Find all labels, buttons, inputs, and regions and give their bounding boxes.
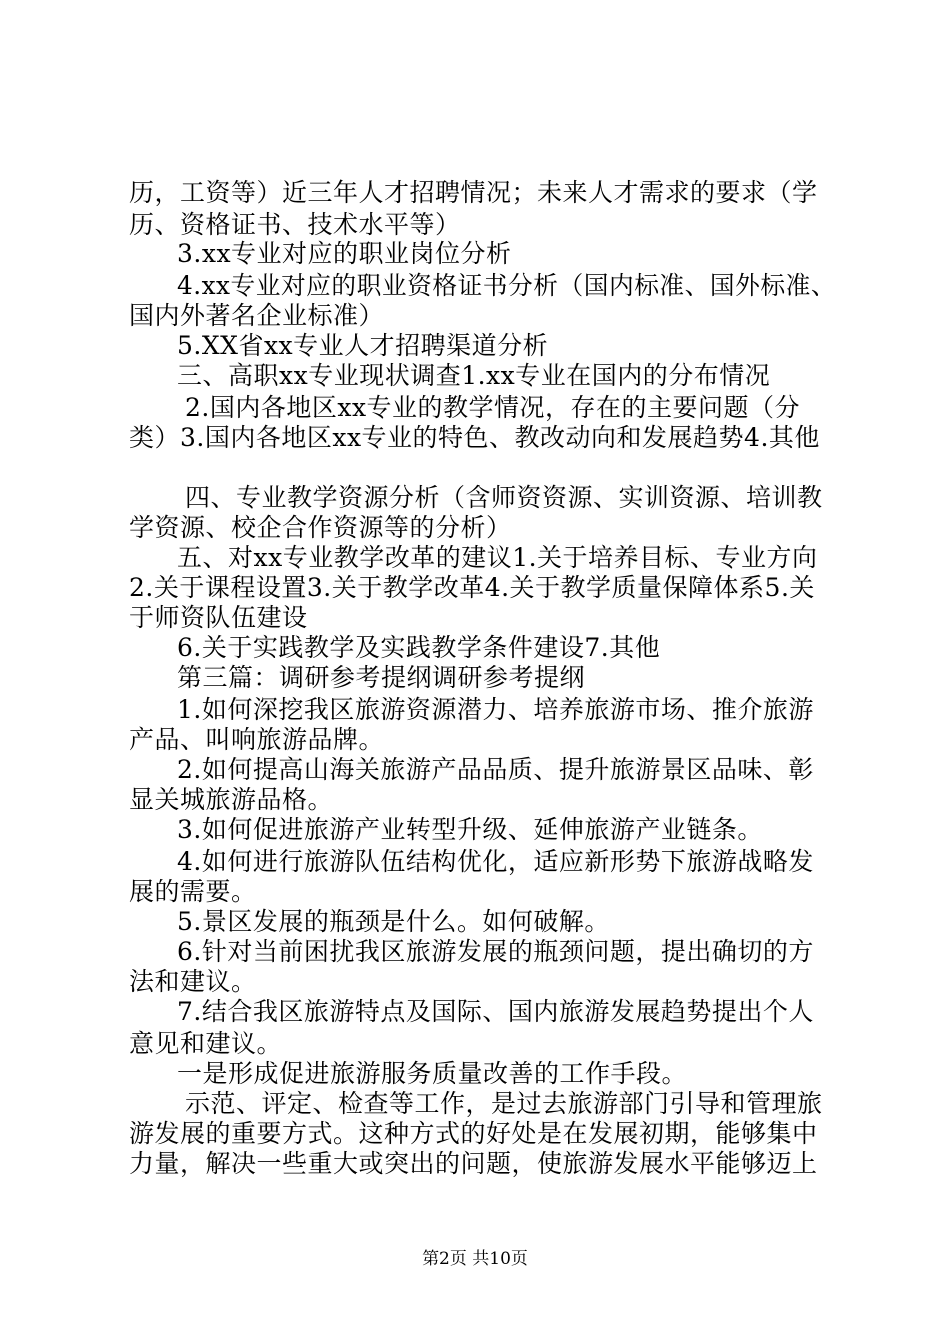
text-line: 产品、叫响旅游品牌。 — [129, 725, 385, 754]
text-line: 2.国内各地区xx专业的教学情况，存在的主要问题（分 — [185, 393, 801, 422]
text-line: 力量，解决一些重大或突出的问题，使旅游发展水平能够迈上 — [129, 1149, 818, 1178]
text-line: 5.景区发展的瓶颈是什么。如何破解。 — [177, 907, 610, 936]
text-line: 历，工资等）近三年人才招聘情况；未来人才需求的要求（学 — [129, 178, 818, 207]
text-line: 类）3.国内各地区xx专业的特色、教改动向和发展趋势4.其他 — [129, 423, 820, 452]
text-line: 7.结合我区旅游特点及国际、国内旅游发展趋势提出个人 — [177, 997, 814, 1026]
text-line: 游发展的重要方式。这种方式的好处是在发展初期，能够集中 — [129, 1119, 818, 1148]
text-line: 6.针对当前困扰我区旅游发展的瓶颈问题，提出确切的方 — [177, 937, 814, 966]
text-line: 显关城旅游品格。 — [129, 785, 334, 814]
text-line: 法和建议。 — [129, 967, 257, 996]
text-line: 2.如何提高山海关旅游产品品质、提升旅游景区品味、彰 — [177, 755, 814, 784]
text-line: 5.XX省xx专业人才招聘渠道分析 — [177, 331, 549, 360]
text-line: 3.如何促进旅游产业转型升级、延伸旅游产业链条。 — [177, 815, 763, 844]
text-line: 于师资队伍建设 — [129, 603, 308, 632]
text-line: 示范、评定、检查等工作，是过去旅游部门引导和管理旅 — [185, 1089, 823, 1118]
text-line: 1.如何深挖我区旅游资源潜力、培养旅游市场、推介旅游 — [177, 695, 814, 724]
section-heading: 第三篇：调研参考提纲调研参考提纲 — [177, 663, 586, 692]
text-line: 展的需要。 — [129, 877, 257, 906]
text-line: 意见和建议。 — [129, 1029, 283, 1058]
text-line: 五、对xx专业教学改革的建议1.关于培养目标、专业方向 — [177, 543, 818, 572]
text-line: 6.关于实践教学及实践教学条件建设7.其他 — [177, 633, 661, 662]
text-line: 学资源、校企合作资源等的分析） — [129, 513, 512, 542]
text-line: 一是形成促进旅游服务质量改善的工作手段。 — [177, 1059, 688, 1088]
text-line: 4.xx专业对应的职业资格证书分析（国内标准、国外标准、 — [177, 271, 837, 300]
text-line: 历、资格证书、技术水平等） — [129, 210, 461, 239]
text-line: 2.关于课程设置3.关于教学改革4.关于教学质量保障体系5.关 — [129, 573, 815, 602]
text-line: 4.如何进行旅游队伍结构优化，适应新形势下旅游战略发 — [177, 847, 814, 876]
text-line: 四、专业教学资源分析（含师资资源、实训资源、培训教 — [185, 483, 823, 512]
page-footer: 第2页 共10页 — [422, 1249, 528, 1269]
text-line: 3.xx专业对应的职业岗位分析 — [177, 239, 512, 268]
text-line: 国内外著名企业标准） — [129, 301, 385, 330]
text-line: 三、高职xx专业现状调查1.xx专业在国内的分布情况 — [177, 361, 771, 390]
